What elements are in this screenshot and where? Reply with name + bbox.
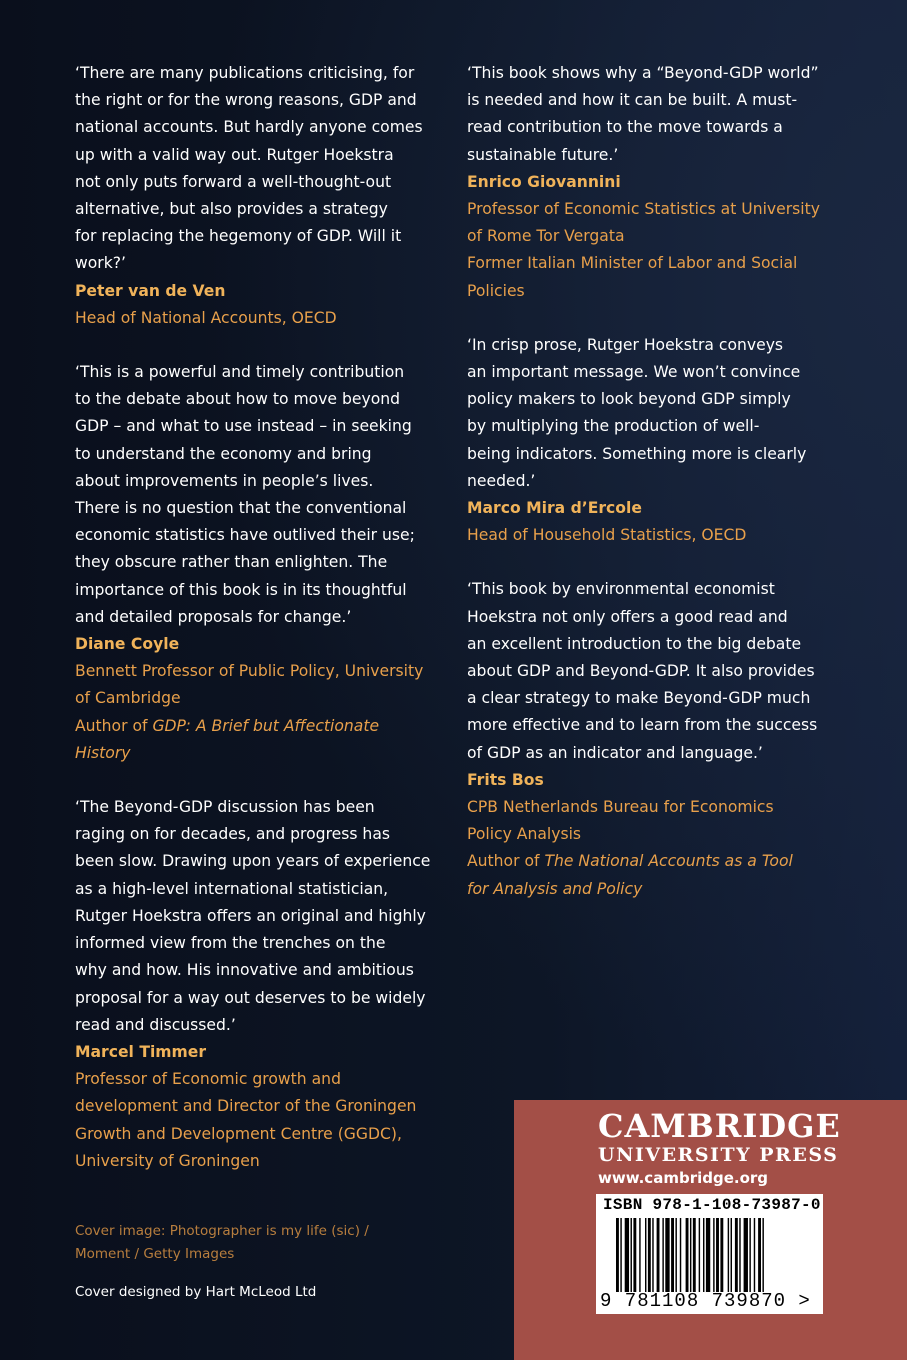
endorsement-coyle bbox=[75, 359, 435, 767]
endorser-name: Frits Bos bbox=[467, 770, 544, 789]
endorsement-van-de-ven bbox=[75, 60, 435, 332]
author-of-prefix: Author of bbox=[467, 852, 545, 871]
right-endorsements-column bbox=[467, 60, 827, 930]
endorser-name: Peter van de Ven bbox=[75, 281, 226, 300]
endorser-affiliation: Professor of Economic Statistics at University of Rome Tor Vergata Former Italian Minister of Labor and Social Policies bbox=[467, 200, 820, 300]
publisher-name-line2: UNIVERSITY PRESS bbox=[598, 1144, 839, 1166]
endorser-name: Enrico Giovannini bbox=[467, 172, 621, 191]
endorsement-quote: ‘This book by environmental economist Hoekstra not only offers a good read and an excellent introduction to the big debate about GDP and Beyond-GDP. It also provides a clear strategy to make Beyond-GDP much more effective and to learn from the success of GDP as an indicator and language.’ bbox=[467, 580, 818, 762]
book-title: The National Accounts as a Tool for Analysis and Policy bbox=[467, 852, 793, 898]
endorser-affiliation: Professor of Economic growth and development and Director of the Groningen Growth and Development Centre (GGDC), University of Groningen bbox=[75, 1070, 417, 1170]
endorser-name: Diane Coyle bbox=[75, 635, 180, 654]
endorsement-mira-dercole bbox=[467, 332, 827, 550]
barcode-bars-icon bbox=[616, 1218, 814, 1292]
isbn-barcode bbox=[596, 1194, 823, 1314]
left-endorsements-column bbox=[75, 60, 435, 1202]
endorsement-quote: ‘There are many publications criticising, for the right or for the wrong reasons, GDP and national accounts. But hardly anyone comes up with a valid way out. Rutger Hoekstra not only puts forward a well-thought-out alternative, but also provides a strategy for replacing the hegemony of GDP. Will it work?’ bbox=[75, 64, 423, 273]
cover-design-credit: Cover designed by Hart McLeod Ltd bbox=[75, 1284, 317, 1300]
endorser-affiliation: Head of Household Statistics, OECD bbox=[467, 526, 747, 545]
isbn-number: ISBN 978-1-108-73987-0 bbox=[603, 1196, 821, 1214]
endorser-affiliation: Head of National Accounts, OECD bbox=[75, 308, 337, 327]
endorser-book-credit bbox=[75, 713, 435, 767]
author-of-prefix: Author of bbox=[75, 716, 153, 735]
endorser-name: Marcel Timmer bbox=[75, 1042, 207, 1061]
publisher-name-line1: CAMBRIDGE bbox=[598, 1107, 841, 1145]
publisher-logo bbox=[598, 1108, 898, 1188]
publisher-panel bbox=[514, 1100, 907, 1360]
endorsement-quote: ‘The Beyond-GDP discussion has been raging on for decades, and progress has been slow. Drawing upon years of experience as a high-level international statistician, Rutger Hoekstra offers an original and highly informed view from the trenches on the why and how. His innovative and ambitious proposal for a way out deserves to be widely read and discussed.’ bbox=[75, 798, 431, 1034]
endorser-affiliation: CPB Netherlands Bureau for Economics Policy Analysis bbox=[467, 798, 774, 844]
endorser-name: Marco Mira d’Ercole bbox=[467, 499, 642, 518]
endorsement-quote: ‘This book shows why a “Beyond-GDP world” is needed and how it can be built. A must- read contribution to the move towards a sustainable future.’ bbox=[467, 64, 819, 164]
publisher-url: www.cambridge.org bbox=[598, 1169, 769, 1187]
endorser-affiliation: Bennett Professor of Public Policy, University of Cambridge bbox=[75, 662, 424, 708]
cover-image-credit: Cover image: Photographer is my life (sic) / Moment / Getty Images bbox=[75, 1223, 369, 1262]
endorsement-quote: ‘In crisp prose, Rutger Hoekstra conveys an important message. We won’t convince policy makers to look beyond GDP simply by multiplying the production of well- being indicators. Something more is clearly needed.’ bbox=[467, 335, 807, 490]
endorser-book-credit bbox=[467, 848, 827, 902]
endorsement-bos bbox=[467, 576, 827, 902]
endorsement-quote: ‘This is a powerful and timely contribution to the debate about how to move beyond GDP – and what to use instead – in seeking to understand the economy and bring about improvements in people’s lives. There is no question that the conventional economic statistics have outlived their use; they obscure rather than enlighten. The importance of this book is in its thoughtful and detailed proposals for change.’ bbox=[75, 363, 415, 626]
endorsement-timmer bbox=[75, 794, 435, 1175]
book-title: GDP: A Brief but Affectionate History bbox=[75, 716, 380, 762]
endorsement-giovannini bbox=[467, 60, 827, 305]
barcode-digits: 9 781108 739870 > bbox=[600, 1290, 811, 1312]
